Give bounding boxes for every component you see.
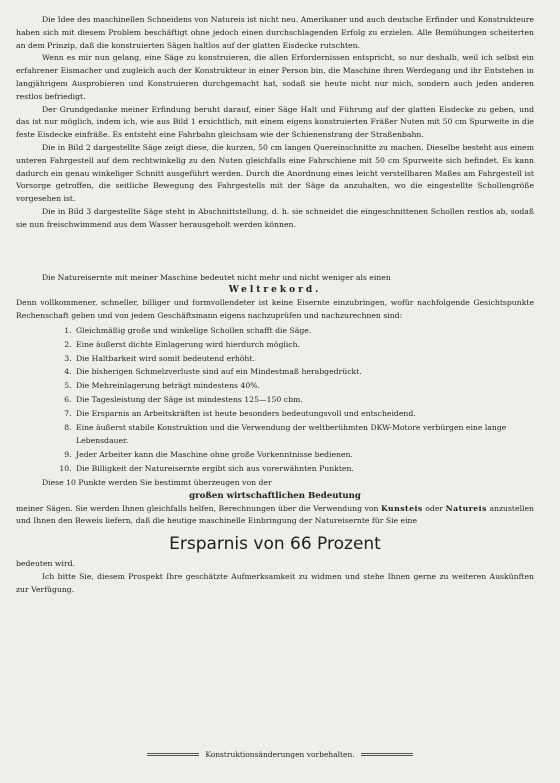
paragraph-construction: Wenn es mir nun gelang, eine Säge zu konstruieren, die allen Erfordernissen entspricht, so nur deshalb, weil ich selbst ein erfahrener Eismacher und zugleich auch der Konstrukteur in einer Person bin, die Maschine ihren Werdegang und ihr Entstehen in langjährigem Ausprobieren und Konstruieren durchgemacht hat, sodaß sie heute nicht nur mich, sondern auch jeden anderen restlos befriedigt. <box>16 53 534 101</box>
footer-rule-left <box>147 753 199 756</box>
paragraph-picture-3: Die in Bild 3 dargestellte Säge steht in Abschnittstellung, d. h. sie schneidet die eingeschnittenen Schollen restlos ab, sodaß sie nun freischwimmend aus dem Wasser herausgeholt werden können. <box>16 206 534 229</box>
paragraph-reasons: Denn vollkommener, schneller, billiger und formvollendeter ist keine Eisernte einzubringen, wofür nachfolgende Gesichtspunkte Rechenschaft geben und von jedem Geschäftsmann eigens nachzuprüfen und nachzurechnen sind: <box>16 298 534 321</box>
weltrekord-heading: Weltrekord. <box>228 285 322 296</box>
paragraph-intro: Die Idee des maschinellen Schneidens von Natureis ist nicht neu. Amerikaner und auch deutsche Erfinder und Konstrukteure haben sich mit diesem Problem beschäftigt ohne jedoch einen durchschlagenden Erfolg zu erzielen. Alle Bemühungen scheiterten an dem Prinzip, daß die konstruierten Sägen haltlos auf der glatten Eisdecke rutschten. <box>16 15 534 50</box>
list-item: 7. Die Ersparnis an Arbeitskräften ist heute besonders bedeutungsvoll und entscheidend. <box>74 407 534 421</box>
calculation-text-a: meiner Sägen. Sie werden Ihnen gleichfalls helfen, Berechnungen über die Verwendung von <box>16 503 382 513</box>
paragraph-ten-points: Diese 10 Punkte werden Sie bestimmt überzeugen von der <box>42 477 272 487</box>
paragraph-closing: Ich bitte Sie, diesem Prospekt Ihre geschätzte Aufmerksamkeit zu widmen und stehe Ihnen gerne zu weiteren Auskünften zur Verfügung. <box>16 571 534 594</box>
paragraph-bedeuten: bedeuten wird. <box>16 559 76 569</box>
footer-rule-right <box>361 753 413 756</box>
natureis-term: Natureis <box>445 503 487 513</box>
calculation-text-c: anzustellen und Ihnen den Beweis liefern, daß die heutige maschinelle Einbringung der Natureisernte für Sie eine <box>16 503 534 526</box>
calculation-text-b: oder <box>422 503 446 513</box>
list-item: 6. Die Tagesleistung der Säge ist mindestens 125—150 cbm. <box>74 393 534 407</box>
paragraph-natureisernte: Die Natureisernte mit meiner Maschine bedeutet nicht mehr und nicht weniger als einen <box>42 272 391 282</box>
paragraph-calculation <box>16 503 534 529</box>
footer-note: Konstruktionsänderungen vorbehalten. <box>205 750 355 759</box>
list-item: 10. Die Billigkeit der Natureisernte ergibt sich aus vorerwähnten Punkten. <box>74 462 534 476</box>
list-item: 9. Jeder Arbeiter kann die Maschine ohne große Vorkenntnisse bedienen. <box>74 448 534 462</box>
kunsteis-term: Kunsteis <box>381 503 423 513</box>
advantages-list <box>16 324 534 476</box>
list-item: 8. Eine äußerst stabile Konstruktion und die Verwendung der weltberühmten DKW-Motore verbürgen eine lange Lebensdauer. <box>74 421 534 449</box>
list-item: 1. Gleichmäßig große und winkelige Schollen schafft die Säge. <box>74 324 534 338</box>
savings-headline: Ersparnis von 66 Prozent <box>169 534 381 555</box>
footer <box>0 750 560 759</box>
list-item: 3. Die Haltbarkeit wird somit bedeutend erhöht. <box>74 352 534 366</box>
section-gap <box>16 232 534 272</box>
bedeutung-heading: großen wirtschaftlichen Bedeutung <box>189 490 361 501</box>
paragraph-picture-2: Die in Bild 2 dargestellte Säge zeigt diese, die kurzen, 50 cm langen Quereinschnitte zu machen. Dieselbe besteht aus einem unteren Fahrgestell auf dem rechtwinkelig zu den Nuten gleichfalls eine Fahrschiene mit 50 cm Spurweite sich befindet. Es kann dadurch ein genau winkeliger Schnitt ausgeführt werden. Durch die Anordnung eines leicht verstellbaren Maßes am Fahrgestell ist Vorsorge getroffen, die seitliche Bewegung des Fahrgestells mit der Säge da anzuhalten, wo die eingestellte Schollengröße vorgesehen ist. <box>16 142 534 204</box>
list-item: 4. Die bisherigen Schmelzverluste sind auf ein Mindestmaß herabgedrückt. <box>74 365 534 379</box>
list-item: 2. Eine äußerst dichte Einlagerung wird hierdurch möglich. <box>74 338 534 352</box>
paragraph-basic-idea: Der Grundgedanke meiner Erfindung beruht darauf, einer Säge Halt und Führung auf der glatten Eisdecke zu geben, und das ist nur möglich, indem ich, wie aus Bild 1 ersichtlich, mit einem eigens konstruierten Fräßer Nuten mit 50 cm Spurweite in die feste Eisdecke einfräße. Es entsteht eine Fahrbahn gleichsam wie der Schienenstrang der Straßenbahn. <box>16 104 534 140</box>
list-item: 5. Die Mehreinlagerung beträgt mindestens 40%. <box>74 379 534 393</box>
